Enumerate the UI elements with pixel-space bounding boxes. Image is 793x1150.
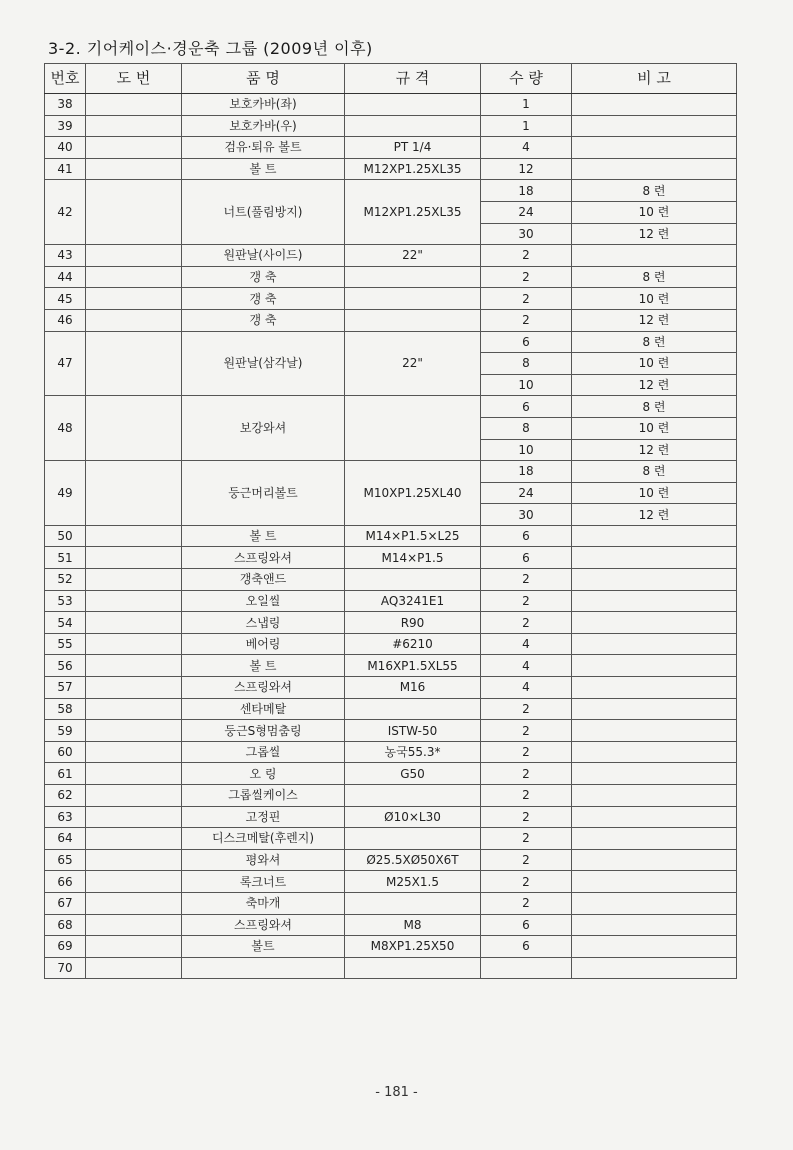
table-row — [45, 525, 737, 547]
cell-spec: 농국55.3* — [345, 741, 481, 763]
cell-name: 갱축앤드 — [182, 569, 345, 591]
cell-qty: 8 — [481, 417, 572, 439]
cell-note: 12 련 — [572, 504, 737, 526]
cell-name: 갱 축 — [182, 288, 345, 310]
cell-qty: 6 — [481, 914, 572, 936]
cell-drawing — [86, 698, 182, 720]
cell-qty: 2 — [481, 892, 572, 914]
cell-no: 48 — [45, 396, 86, 461]
cell-spec: M12XP1.25XL35 — [345, 180, 481, 245]
cell-name: 볼 트 — [182, 158, 345, 180]
cell-spec: ISTW-50 — [345, 720, 481, 742]
cell-qty: 2 — [481, 590, 572, 612]
cell-note — [572, 158, 737, 180]
cell-spec: R90 — [345, 612, 481, 634]
cell-no: 49 — [45, 461, 86, 526]
cell-qty: 2 — [481, 266, 572, 288]
cell-qty: 2 — [481, 763, 572, 785]
cell-qty: 2 — [481, 871, 572, 893]
cell-name: 보호카바(우) — [182, 115, 345, 137]
cell-drawing — [86, 785, 182, 807]
cell-note — [572, 677, 737, 699]
cell-note — [572, 633, 737, 655]
cell-no: 67 — [45, 892, 86, 914]
cell-no: 68 — [45, 914, 86, 936]
cell-qty: 1 — [481, 115, 572, 137]
table-row — [45, 677, 737, 699]
cell-drawing — [86, 590, 182, 612]
cell-no: 65 — [45, 849, 86, 871]
cell-no: 69 — [45, 936, 86, 958]
cell-no: 53 — [45, 590, 86, 612]
cell-name: 원판날(사이드) — [182, 245, 345, 267]
cell-qty: 30 — [481, 504, 572, 526]
cell-note — [572, 828, 737, 850]
cell-spec: M8 — [345, 914, 481, 936]
table-row — [45, 137, 737, 159]
cell-no: 58 — [45, 698, 86, 720]
table-header-row — [45, 64, 737, 94]
cell-note — [572, 137, 737, 159]
cell-drawing — [86, 115, 182, 137]
cell-spec: Ø25.5XØ50X6T — [345, 849, 481, 871]
table-row — [45, 914, 737, 936]
header-qty: 수 량 — [481, 64, 572, 94]
cell-name: 그롭씰케이스 — [182, 785, 345, 807]
cell-note — [572, 741, 737, 763]
cell-qty: 8 — [481, 353, 572, 375]
cell-note: 12 련 — [572, 439, 737, 461]
cell-drawing — [86, 180, 182, 245]
cell-spec — [345, 828, 481, 850]
cell-no: 66 — [45, 871, 86, 893]
cell-drawing — [86, 914, 182, 936]
cell-no: 41 — [45, 158, 86, 180]
cell-drawing — [86, 245, 182, 267]
header-name: 품 명 — [182, 64, 345, 94]
cell-note: 8 련 — [572, 331, 737, 353]
cell-note — [572, 115, 737, 137]
cell-spec: G50 — [345, 763, 481, 785]
cell-spec: M10XP1.25XL40 — [345, 461, 481, 526]
cell-no: 40 — [45, 137, 86, 159]
cell-spec — [345, 957, 481, 979]
table-row — [45, 309, 737, 331]
cell-no: 47 — [45, 331, 86, 396]
cell-name: 원판날(삼각날) — [182, 331, 345, 396]
table-row — [45, 569, 737, 591]
cell-drawing — [86, 871, 182, 893]
cell-name: 베어링 — [182, 633, 345, 655]
table-row — [45, 849, 737, 871]
cell-note: 12 련 — [572, 309, 737, 331]
cell-note — [572, 94, 737, 116]
cell-no: 55 — [45, 633, 86, 655]
cell-spec — [345, 309, 481, 331]
cell-qty: 6 — [481, 396, 572, 418]
table-row — [45, 720, 737, 742]
cell-name: 그롭씰 — [182, 741, 345, 763]
table-row — [45, 158, 737, 180]
cell-note — [572, 590, 737, 612]
cell-drawing — [86, 763, 182, 785]
cell-qty: 2 — [481, 698, 572, 720]
cell-drawing — [86, 612, 182, 634]
cell-note: 8 련 — [572, 266, 737, 288]
cell-qty: 2 — [481, 309, 572, 331]
cell-drawing — [86, 461, 182, 526]
cell-qty: 24 — [481, 201, 572, 223]
cell-drawing — [86, 677, 182, 699]
cell-note — [572, 914, 737, 936]
cell-spec: M14×P1.5×L25 — [345, 525, 481, 547]
cell-note — [572, 547, 737, 569]
table-row — [45, 94, 737, 116]
cell-drawing — [86, 633, 182, 655]
cell-qty: 2 — [481, 720, 572, 742]
cell-note — [572, 720, 737, 742]
cell-name: 둥근S형멈춤링 — [182, 720, 345, 742]
cell-qty: 6 — [481, 936, 572, 958]
cell-qty: 10 — [481, 439, 572, 461]
cell-name — [182, 957, 345, 979]
cell-note — [572, 785, 737, 807]
cell-note: 12 련 — [572, 223, 737, 245]
cell-drawing — [86, 957, 182, 979]
cell-name: 스프링와셔 — [182, 677, 345, 699]
header-note: 비 고 — [572, 64, 737, 94]
cell-name: 스프링와셔 — [182, 914, 345, 936]
cell-spec — [345, 115, 481, 137]
cell-spec: M25X1.5 — [345, 871, 481, 893]
cell-drawing — [86, 828, 182, 850]
cell-name: 볼 트 — [182, 655, 345, 677]
parts-table — [44, 63, 737, 979]
cell-drawing — [86, 849, 182, 871]
cell-no: 44 — [45, 266, 86, 288]
cell-note — [572, 245, 737, 267]
cell-no: 38 — [45, 94, 86, 116]
cell-no: 63 — [45, 806, 86, 828]
cell-note — [572, 525, 737, 547]
table-row — [45, 633, 737, 655]
page-number: - 181 - — [375, 1085, 418, 1100]
cell-drawing — [86, 720, 182, 742]
cell-no: 64 — [45, 828, 86, 850]
cell-drawing — [86, 396, 182, 461]
table-row — [45, 936, 737, 958]
cell-qty: 18 — [481, 180, 572, 202]
cell-spec — [345, 396, 481, 461]
cell-spec: M14×P1.5 — [345, 547, 481, 569]
cell-drawing — [86, 331, 182, 396]
table-row — [45, 763, 737, 785]
cell-drawing — [86, 655, 182, 677]
page-title: 3-2. 기어케이스·경운축 그룹 (2009년 이후) — [48, 39, 373, 58]
cell-qty: 1 — [481, 94, 572, 116]
cell-qty: 6 — [481, 525, 572, 547]
cell-note: 12 련 — [572, 374, 737, 396]
cell-note — [572, 569, 737, 591]
cell-name: 보호카바(좌) — [182, 94, 345, 116]
cell-no: 43 — [45, 245, 86, 267]
cell-no: 59 — [45, 720, 86, 742]
cell-note: 10 련 — [572, 201, 737, 223]
cell-spec — [345, 94, 481, 116]
table-row — [45, 180, 737, 202]
cell-qty: 12 — [481, 158, 572, 180]
cell-qty: 10 — [481, 374, 572, 396]
cell-name: 스프링와셔 — [182, 547, 345, 569]
cell-no: 50 — [45, 525, 86, 547]
cell-qty: 2 — [481, 785, 572, 807]
cell-spec — [345, 698, 481, 720]
cell-name: 너트(풀림방지) — [182, 180, 345, 245]
cell-name: 둥근머리볼트 — [182, 461, 345, 526]
cell-spec: PT 1/4 — [345, 137, 481, 159]
table-row — [45, 461, 737, 483]
cell-spec: 22" — [345, 331, 481, 396]
header-no: 번호 — [45, 64, 86, 94]
cell-qty: 4 — [481, 633, 572, 655]
cell-spec — [345, 569, 481, 591]
cell-spec — [345, 892, 481, 914]
cell-no: 51 — [45, 547, 86, 569]
cell-note: 8 련 — [572, 396, 737, 418]
cell-drawing — [86, 158, 182, 180]
header-drawing: 도 번 — [86, 64, 182, 94]
table-row — [45, 871, 737, 893]
cell-name: 디스크메탈(후렌지) — [182, 828, 345, 850]
cell-note: 10 련 — [572, 288, 737, 310]
cell-spec: AQ3241E1 — [345, 590, 481, 612]
cell-note — [572, 892, 737, 914]
table-row — [45, 612, 737, 634]
cell-note — [572, 936, 737, 958]
cell-qty: 2 — [481, 288, 572, 310]
cell-no: 54 — [45, 612, 86, 634]
cell-note — [572, 957, 737, 979]
cell-note — [572, 849, 737, 871]
cell-name: 검유·퇴유 볼트 — [182, 137, 345, 159]
table-row — [45, 741, 737, 763]
table-row — [45, 547, 737, 569]
cell-spec — [345, 785, 481, 807]
cell-name: 축마개 — [182, 892, 345, 914]
cell-note: 8 련 — [572, 461, 737, 483]
table-row — [45, 655, 737, 677]
cell-spec: Ø10×L30 — [345, 806, 481, 828]
cell-drawing — [86, 288, 182, 310]
cell-name: 록크너트 — [182, 871, 345, 893]
cell-spec: M12XP1.25XL35 — [345, 158, 481, 180]
cell-note — [572, 806, 737, 828]
cell-qty: 2 — [481, 612, 572, 634]
cell-spec — [345, 266, 481, 288]
cell-qty: 4 — [481, 137, 572, 159]
cell-no: 62 — [45, 785, 86, 807]
table-row — [45, 828, 737, 850]
cell-name: 볼트 — [182, 936, 345, 958]
cell-spec: 22" — [345, 245, 481, 267]
table-row — [45, 288, 737, 310]
cell-drawing — [86, 806, 182, 828]
cell-drawing — [86, 547, 182, 569]
cell-no: 70 — [45, 957, 86, 979]
table-row — [45, 957, 737, 979]
cell-drawing — [86, 137, 182, 159]
cell-no: 61 — [45, 763, 86, 785]
cell-no: 57 — [45, 677, 86, 699]
cell-no: 60 — [45, 741, 86, 763]
cell-qty: 4 — [481, 655, 572, 677]
cell-qty: 18 — [481, 461, 572, 483]
table-row — [45, 396, 737, 418]
table-row — [45, 245, 737, 267]
cell-qty: 2 — [481, 245, 572, 267]
cell-spec: M16XP1.5XL55 — [345, 655, 481, 677]
cell-name: 갱 축 — [182, 309, 345, 331]
cell-spec: M8XP1.25X50 — [345, 936, 481, 958]
cell-note: 10 련 — [572, 482, 737, 504]
table-row — [45, 806, 737, 828]
cell-qty: 6 — [481, 331, 572, 353]
cell-name: 볼 트 — [182, 525, 345, 547]
cell-drawing — [86, 741, 182, 763]
cell-no: 46 — [45, 309, 86, 331]
cell-qty: 24 — [481, 482, 572, 504]
cell-note: 8 련 — [572, 180, 737, 202]
cell-spec: #6210 — [345, 633, 481, 655]
cell-qty: 2 — [481, 741, 572, 763]
cell-note — [572, 655, 737, 677]
table-row — [45, 590, 737, 612]
cell-qty: 2 — [481, 828, 572, 850]
cell-note — [572, 612, 737, 634]
cell-name: 보강와셔 — [182, 396, 345, 461]
cell-name: 갱 축 — [182, 266, 345, 288]
cell-name: 오 링 — [182, 763, 345, 785]
cell-drawing — [86, 936, 182, 958]
cell-spec: M16 — [345, 677, 481, 699]
table-row — [45, 698, 737, 720]
cell-drawing — [86, 892, 182, 914]
cell-qty — [481, 957, 572, 979]
cell-qty: 4 — [481, 677, 572, 699]
cell-name: 오일씰 — [182, 590, 345, 612]
cell-drawing — [86, 309, 182, 331]
cell-qty: 6 — [481, 547, 572, 569]
cell-name: 평와셔 — [182, 849, 345, 871]
cell-note — [572, 871, 737, 893]
cell-no: 45 — [45, 288, 86, 310]
table-row — [45, 115, 737, 137]
cell-no: 56 — [45, 655, 86, 677]
cell-note — [572, 763, 737, 785]
cell-drawing — [86, 569, 182, 591]
header-spec: 규 격 — [345, 64, 481, 94]
cell-note — [572, 698, 737, 720]
cell-drawing — [86, 266, 182, 288]
cell-no: 39 — [45, 115, 86, 137]
cell-note: 10 련 — [572, 417, 737, 439]
parts-table-body — [45, 94, 737, 979]
table-row — [45, 892, 737, 914]
cell-qty: 2 — [481, 849, 572, 871]
cell-qty: 2 — [481, 806, 572, 828]
cell-qty: 2 — [481, 569, 572, 591]
cell-qty: 30 — [481, 223, 572, 245]
cell-name: 스냅링 — [182, 612, 345, 634]
cell-spec — [345, 288, 481, 310]
cell-drawing — [86, 525, 182, 547]
cell-no: 52 — [45, 569, 86, 591]
table-row — [45, 785, 737, 807]
table-row — [45, 266, 737, 288]
cell-no: 42 — [45, 180, 86, 245]
cell-name: 고정핀 — [182, 806, 345, 828]
cell-name: 센타메탈 — [182, 698, 345, 720]
cell-drawing — [86, 94, 182, 116]
table-row — [45, 331, 737, 353]
cell-note: 10 련 — [572, 353, 737, 375]
